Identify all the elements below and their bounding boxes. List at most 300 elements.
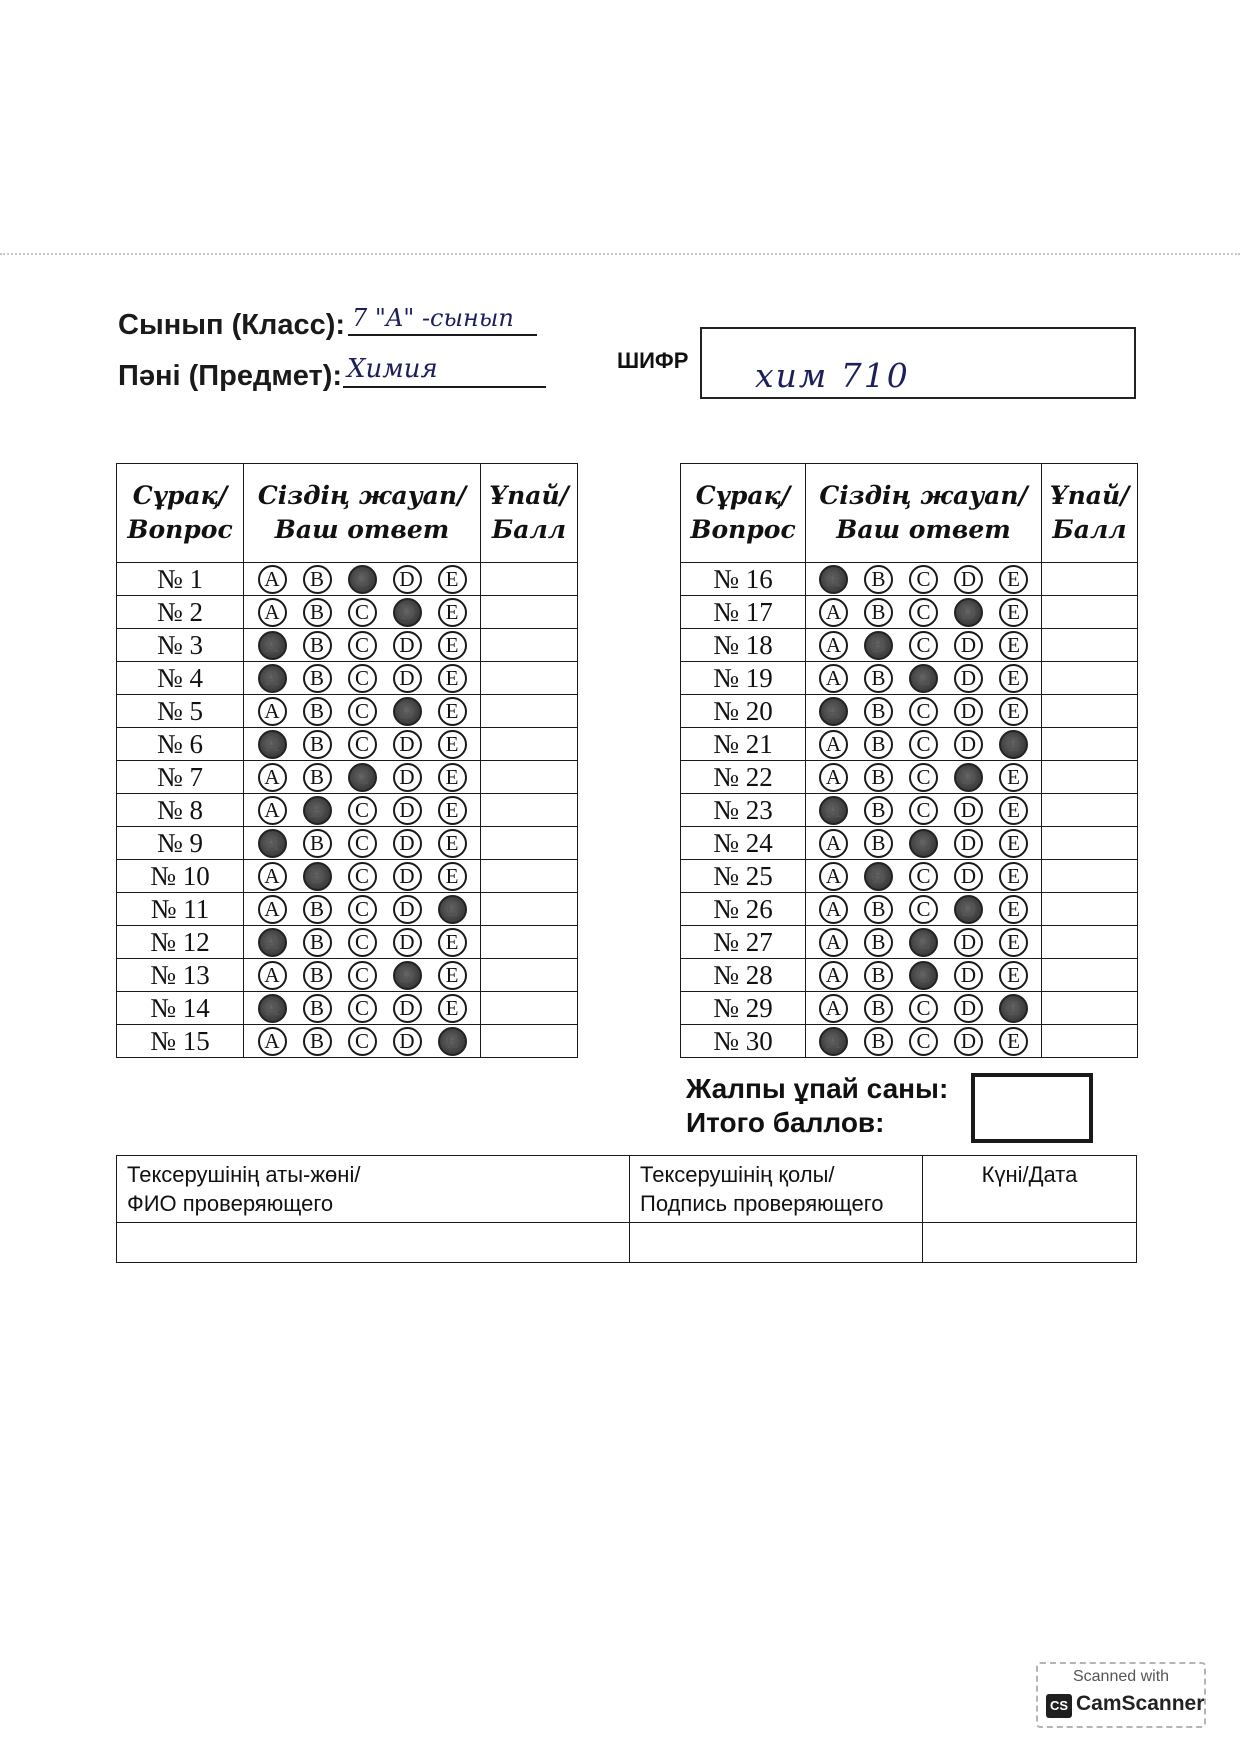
option-bubble-c[interactable]: C xyxy=(909,928,938,957)
answer-options xyxy=(244,695,481,728)
subject-label: Пәні (Предмет): xyxy=(118,360,343,392)
option-bubble-e[interactable]: E xyxy=(999,928,1028,957)
option-bubble-c[interactable]: C xyxy=(348,631,377,660)
answer-row xyxy=(681,662,1138,695)
option-bubble-e[interactable]: E xyxy=(999,895,1028,924)
answer-options xyxy=(806,695,1042,728)
checker-name-cell[interactable] xyxy=(117,1223,630,1263)
option-bubble-a[interactable]: A xyxy=(819,664,848,693)
option-bubble-e[interactable]: E xyxy=(438,598,467,627)
question-number: № 6 xyxy=(117,728,244,761)
option-bubble-d[interactable]: D xyxy=(954,928,983,957)
answer-row xyxy=(681,926,1138,959)
answer-options xyxy=(806,860,1042,893)
answer-options xyxy=(244,992,481,1025)
score-cell[interactable] xyxy=(481,563,578,596)
option-bubble-c[interactable]: C xyxy=(348,565,377,594)
score-cell[interactable] xyxy=(1042,728,1138,761)
score-cell[interactable] xyxy=(481,629,578,662)
option-bubble-a[interactable]: A xyxy=(258,829,287,858)
question-number: № 22 xyxy=(681,761,806,794)
score-cell[interactable] xyxy=(1042,563,1138,596)
option-bubble-a[interactable]: A xyxy=(819,829,848,858)
option-bubble-c[interactable]: C xyxy=(348,895,377,924)
option-bubble-e[interactable]: E xyxy=(438,1027,467,1056)
answer-row xyxy=(117,728,578,761)
score-cell[interactable] xyxy=(481,794,578,827)
option-bubble-c[interactable]: C xyxy=(909,994,938,1023)
option-bubble-d[interactable]: D xyxy=(393,697,422,726)
score-cell[interactable] xyxy=(1042,629,1138,662)
option-bubble-d[interactable]: D xyxy=(954,862,983,891)
option-bubble-e[interactable]: E xyxy=(438,895,467,924)
option-bubble-b[interactable]: B xyxy=(864,664,893,693)
option-bubble-a[interactable]: A xyxy=(258,796,287,825)
answer-row xyxy=(681,893,1138,926)
score-cell[interactable] xyxy=(1042,926,1138,959)
option-bubble-c[interactable]: C xyxy=(909,631,938,660)
option-bubble-a[interactable]: A xyxy=(819,796,848,825)
checker-input-row xyxy=(117,1223,1137,1263)
answer-options xyxy=(244,926,481,959)
col-answer-header: Сіздің жауап/ Ваш ответ xyxy=(806,464,1042,563)
option-bubble-c[interactable]: C xyxy=(909,796,938,825)
answer-row xyxy=(681,563,1138,596)
option-bubble-d[interactable]: D xyxy=(954,664,983,693)
option-bubble-e[interactable]: E xyxy=(999,994,1028,1023)
checker-signature-header: Тексерушінің қолы/ Подпись проверяющего xyxy=(630,1156,923,1223)
option-bubble-e[interactable]: E xyxy=(438,763,467,792)
option-bubble-e[interactable]: E xyxy=(438,565,467,594)
answer-row xyxy=(117,596,578,629)
answer-row xyxy=(117,695,578,728)
option-bubble-b[interactable]: B xyxy=(864,1027,893,1056)
camscanner-stamp xyxy=(1036,1662,1206,1728)
answer-row xyxy=(117,563,578,596)
option-bubble-d[interactable]: D xyxy=(954,631,983,660)
option-bubble-d[interactable]: D xyxy=(393,994,422,1023)
answer-options xyxy=(244,959,481,992)
checker-signature-cell[interactable] xyxy=(630,1223,923,1263)
answer-options xyxy=(806,596,1042,629)
answer-options xyxy=(806,926,1042,959)
option-bubble-b[interactable]: B xyxy=(303,961,332,990)
option-bubble-b[interactable]: B xyxy=(864,763,893,792)
option-bubble-b[interactable]: B xyxy=(864,565,893,594)
checker-table xyxy=(116,1155,1137,1263)
answer-table-header xyxy=(117,464,578,563)
answer-options xyxy=(244,563,481,596)
option-bubble-a[interactable]: A xyxy=(258,565,287,594)
col-question-header: Сұрақ/ Вопрос xyxy=(117,464,244,563)
question-number: № 4 xyxy=(117,662,244,695)
option-bubble-d[interactable]: D xyxy=(954,961,983,990)
question-number: № 26 xyxy=(681,893,806,926)
answer-options xyxy=(806,959,1042,992)
answer-options xyxy=(806,794,1042,827)
option-bubble-c[interactable]: C xyxy=(909,697,938,726)
score-cell[interactable] xyxy=(481,926,578,959)
option-bubble-c[interactable]: C xyxy=(348,1027,377,1056)
answer-options xyxy=(244,761,481,794)
answer-table-left xyxy=(116,463,578,1058)
score-cell[interactable] xyxy=(1042,1025,1138,1058)
option-bubble-c[interactable]: C xyxy=(348,961,377,990)
option-bubble-a[interactable]: A xyxy=(258,631,287,660)
stamp-line2: CamScanner xyxy=(1076,1692,1205,1715)
total-label-ru: Итого баллов: xyxy=(686,1107,885,1138)
answer-row xyxy=(681,860,1138,893)
option-bubble-a[interactable]: A xyxy=(258,961,287,990)
score-cell[interactable] xyxy=(481,827,578,860)
score-cell[interactable] xyxy=(1042,860,1138,893)
option-bubble-d[interactable]: D xyxy=(393,862,422,891)
question-number: № 25 xyxy=(681,860,806,893)
option-bubble-a[interactable]: A xyxy=(258,994,287,1023)
option-bubble-a[interactable]: A xyxy=(819,1027,848,1056)
option-bubble-b[interactable]: B xyxy=(303,829,332,858)
option-bubble-d[interactable]: D xyxy=(393,730,422,759)
option-bubble-e[interactable]: E xyxy=(999,664,1028,693)
option-bubble-a[interactable]: A xyxy=(819,994,848,1023)
question-number: № 12 xyxy=(117,926,244,959)
option-bubble-a[interactable]: A xyxy=(258,895,287,924)
option-bubble-a[interactable]: A xyxy=(819,697,848,726)
answer-row xyxy=(117,794,578,827)
class-value: 7 "A" -сынып xyxy=(352,304,514,332)
class-label: Сынып (Класс): xyxy=(118,309,346,341)
option-bubble-a[interactable]: A xyxy=(258,598,287,627)
score-cell[interactable] xyxy=(481,860,578,893)
option-bubble-c[interactable]: C xyxy=(909,730,938,759)
option-bubble-d[interactable]: D xyxy=(954,796,983,825)
option-bubble-b[interactable]: B xyxy=(864,961,893,990)
option-bubble-c[interactable]: C xyxy=(909,829,938,858)
answer-row xyxy=(681,959,1138,992)
question-number: № 29 xyxy=(681,992,806,1025)
option-bubble-b[interactable]: B xyxy=(303,697,332,726)
answer-row xyxy=(681,728,1138,761)
option-bubble-e[interactable]: E xyxy=(438,664,467,693)
option-bubble-c[interactable]: C xyxy=(909,598,938,627)
option-bubble-b[interactable]: B xyxy=(303,862,332,891)
answer-table-header xyxy=(681,464,1138,563)
stamp-line1: Scanned with xyxy=(1072,1668,1170,1685)
score-cell[interactable] xyxy=(481,761,578,794)
option-bubble-c[interactable]: C xyxy=(909,895,938,924)
option-bubble-a[interactable]: A xyxy=(819,895,848,924)
option-bubble-e[interactable]: E xyxy=(438,994,467,1023)
score-cell[interactable] xyxy=(1042,794,1138,827)
option-bubble-b[interactable]: B xyxy=(303,565,332,594)
option-bubble-c[interactable]: C xyxy=(348,994,377,1023)
option-bubble-c[interactable]: C xyxy=(348,730,377,759)
option-bubble-a[interactable]: A xyxy=(819,961,848,990)
option-bubble-a[interactable]: A xyxy=(258,862,287,891)
score-cell[interactable] xyxy=(1042,695,1138,728)
score-cell[interactable] xyxy=(481,959,578,992)
option-bubble-a[interactable]: A xyxy=(819,598,848,627)
option-bubble-b[interactable]: B xyxy=(864,928,893,957)
question-number: № 8 xyxy=(117,794,244,827)
answer-options xyxy=(806,629,1042,662)
option-bubble-d[interactable]: D xyxy=(393,565,422,594)
answer-options xyxy=(244,596,481,629)
answer-row xyxy=(117,992,578,1025)
option-bubble-d[interactable]: D xyxy=(393,598,422,627)
question-number: № 7 xyxy=(117,761,244,794)
score-cell[interactable] xyxy=(1042,596,1138,629)
option-bubble-e[interactable]: E xyxy=(999,961,1028,990)
option-bubble-e[interactable]: E xyxy=(438,796,467,825)
answer-options xyxy=(806,1025,1042,1058)
answer-options xyxy=(244,794,481,827)
option-bubble-d[interactable]: D xyxy=(393,829,422,858)
option-bubble-b[interactable]: B xyxy=(303,730,332,759)
question-number: № 28 xyxy=(681,959,806,992)
option-bubble-a[interactable]: A xyxy=(819,928,848,957)
answer-row xyxy=(681,761,1138,794)
answer-options xyxy=(244,728,481,761)
score-cell[interactable] xyxy=(481,662,578,695)
answer-options xyxy=(244,860,481,893)
score-cell[interactable] xyxy=(1042,959,1138,992)
question-number: № 9 xyxy=(117,827,244,860)
option-bubble-b[interactable]: B xyxy=(864,697,893,726)
option-bubble-e[interactable]: E xyxy=(999,796,1028,825)
score-cell[interactable] xyxy=(481,596,578,629)
score-cell[interactable] xyxy=(1042,761,1138,794)
option-bubble-d[interactable]: D xyxy=(393,631,422,660)
option-bubble-c[interactable]: C xyxy=(348,829,377,858)
option-bubble-b[interactable]: B xyxy=(864,829,893,858)
option-bubble-b[interactable]: B xyxy=(303,631,332,660)
answer-row xyxy=(681,827,1138,860)
option-bubble-d[interactable]: D xyxy=(393,928,422,957)
option-bubble-a[interactable]: A xyxy=(819,730,848,759)
class-field[interactable] xyxy=(348,300,537,336)
option-bubble-d[interactable]: D xyxy=(954,1027,983,1056)
question-number: № 18 xyxy=(681,629,806,662)
answer-options xyxy=(244,893,481,926)
option-bubble-b[interactable]: B xyxy=(864,631,893,660)
answer-options xyxy=(806,827,1042,860)
option-bubble-b[interactable]: B xyxy=(303,598,332,627)
score-cell[interactable] xyxy=(481,992,578,1025)
answer-options xyxy=(806,662,1042,695)
option-bubble-b[interactable]: B xyxy=(864,895,893,924)
subject-field[interactable] xyxy=(343,352,546,388)
option-bubble-e[interactable]: E xyxy=(999,862,1028,891)
option-bubble-c[interactable]: C xyxy=(348,697,377,726)
col-score-header: Ұпай/ Балл xyxy=(481,464,578,563)
subject-value: Химия xyxy=(347,354,438,384)
option-bubble-d[interactable]: D xyxy=(393,796,422,825)
camscanner-logo-icon: CS xyxy=(1046,1694,1072,1718)
option-bubble-e[interactable]: E xyxy=(999,565,1028,594)
answer-row xyxy=(681,794,1138,827)
answer-options xyxy=(806,992,1042,1025)
score-cell[interactable] xyxy=(481,893,578,926)
total-label-kk: Жалпы ұпай саны: xyxy=(686,1073,949,1104)
option-bubble-a[interactable]: A xyxy=(819,862,848,891)
option-bubble-a[interactable]: A xyxy=(258,697,287,726)
score-cell[interactable] xyxy=(1042,992,1138,1025)
answer-row xyxy=(117,629,578,662)
answer-options xyxy=(244,662,481,695)
option-bubble-a[interactable]: A xyxy=(819,763,848,792)
option-bubble-e[interactable]: E xyxy=(999,598,1028,627)
option-bubble-a[interactable]: A xyxy=(258,664,287,693)
option-bubble-b[interactable]: B xyxy=(864,730,893,759)
question-number: № 1 xyxy=(117,563,244,596)
option-bubble-a[interactable]: A xyxy=(258,730,287,759)
answer-row xyxy=(117,860,578,893)
score-cell[interactable] xyxy=(1042,827,1138,860)
col-score-header: Ұпай/ Балл xyxy=(1042,464,1138,563)
option-bubble-b[interactable]: B xyxy=(303,928,332,957)
option-bubble-e[interactable]: E xyxy=(438,961,467,990)
option-bubble-c[interactable]: C xyxy=(348,598,377,627)
answer-row xyxy=(117,662,578,695)
answer-row xyxy=(117,926,578,959)
answer-options xyxy=(806,728,1042,761)
answer-options xyxy=(806,893,1042,926)
option-bubble-d[interactable]: D xyxy=(954,730,983,759)
question-number: № 2 xyxy=(117,596,244,629)
question-number: № 11 xyxy=(117,893,244,926)
option-bubble-b[interactable]: B xyxy=(303,664,332,693)
option-bubble-e[interactable]: E xyxy=(438,829,467,858)
option-bubble-b[interactable]: B xyxy=(864,598,893,627)
option-bubble-c[interactable]: C xyxy=(909,862,938,891)
answer-row xyxy=(117,893,578,926)
question-number: № 16 xyxy=(681,563,806,596)
option-bubble-d[interactable]: D xyxy=(954,565,983,594)
question-number: № 15 xyxy=(117,1025,244,1058)
total-score-box[interactable] xyxy=(971,1073,1093,1143)
option-bubble-c[interactable]: C xyxy=(909,1027,938,1056)
option-bubble-a[interactable]: A xyxy=(258,928,287,957)
option-bubble-e[interactable]: E xyxy=(438,928,467,957)
option-bubble-e[interactable]: E xyxy=(999,697,1028,726)
answer-row xyxy=(681,695,1138,728)
option-bubble-d[interactable]: D xyxy=(393,895,422,924)
checker-date-cell[interactable] xyxy=(923,1223,1137,1263)
checker-header-row xyxy=(117,1156,1137,1223)
option-bubble-e[interactable]: E xyxy=(999,763,1028,792)
option-bubble-a[interactable]: A xyxy=(819,631,848,660)
option-bubble-b[interactable]: B xyxy=(303,763,332,792)
option-bubble-b[interactable]: B xyxy=(303,796,332,825)
answer-options xyxy=(806,563,1042,596)
score-cell[interactable] xyxy=(481,1025,578,1058)
col-question-header: Сұрақ/ Вопрос xyxy=(681,464,806,563)
option-bubble-b[interactable]: B xyxy=(864,796,893,825)
answer-row xyxy=(681,1025,1138,1058)
option-bubble-e[interactable]: E xyxy=(438,631,467,660)
answer-options xyxy=(244,827,481,860)
option-bubble-a[interactable]: A xyxy=(258,1027,287,1056)
option-bubble-c[interactable]: C xyxy=(348,664,377,693)
answer-row xyxy=(117,761,578,794)
option-bubble-e[interactable]: E xyxy=(999,631,1028,660)
option-bubble-d[interactable]: D xyxy=(954,763,983,792)
answer-row xyxy=(681,629,1138,662)
option-bubble-e[interactable]: E xyxy=(999,1027,1028,1056)
option-bubble-e[interactable]: E xyxy=(999,829,1028,858)
option-bubble-a[interactable]: A xyxy=(819,565,848,594)
option-bubble-d[interactable]: D xyxy=(954,994,983,1023)
answer-row xyxy=(117,827,578,860)
option-bubble-b[interactable]: B xyxy=(303,1027,332,1056)
question-number: № 17 xyxy=(681,596,806,629)
option-bubble-d[interactable]: D xyxy=(954,598,983,627)
checker-name-header: Тексерушінің аты-жөні/ ФИО проверяющего xyxy=(117,1156,630,1223)
option-bubble-d[interactable]: D xyxy=(393,763,422,792)
score-cell[interactable] xyxy=(481,728,578,761)
option-bubble-c[interactable]: C xyxy=(909,664,938,693)
answer-options xyxy=(244,629,481,662)
question-number: № 13 xyxy=(117,959,244,992)
checker-date-header: Күні/Дата xyxy=(923,1156,1137,1223)
option-bubble-c[interactable]: C xyxy=(909,763,938,792)
question-number: № 21 xyxy=(681,728,806,761)
option-bubble-c[interactable]: C xyxy=(909,961,938,990)
question-number: № 14 xyxy=(117,992,244,1025)
question-number: № 20 xyxy=(681,695,806,728)
answer-row xyxy=(681,596,1138,629)
cipher-value: хим 710 xyxy=(755,356,910,395)
option-bubble-c[interactable]: C xyxy=(909,565,938,594)
question-number: № 19 xyxy=(681,662,806,695)
option-bubble-c[interactable]: C xyxy=(348,928,377,957)
option-bubble-b[interactable]: B xyxy=(303,994,332,1023)
option-bubble-d[interactable]: D xyxy=(393,664,422,693)
question-number: № 5 xyxy=(117,695,244,728)
score-cell[interactable] xyxy=(1042,893,1138,926)
option-bubble-e[interactable]: E xyxy=(999,730,1028,759)
option-bubble-d[interactable]: D xyxy=(954,895,983,924)
option-bubble-d[interactable]: D xyxy=(393,1027,422,1056)
answer-row xyxy=(117,959,578,992)
option-bubble-d[interactable]: D xyxy=(954,829,983,858)
option-bubble-e[interactable]: E xyxy=(438,730,467,759)
score-cell[interactable] xyxy=(1042,662,1138,695)
scan-edge-line xyxy=(0,253,1240,255)
option-bubble-e[interactable]: E xyxy=(438,862,467,891)
option-bubble-a[interactable]: A xyxy=(258,763,287,792)
question-number: № 27 xyxy=(681,926,806,959)
option-bubble-d[interactable]: D xyxy=(954,697,983,726)
answer-row xyxy=(681,992,1138,1025)
question-number: № 23 xyxy=(681,794,806,827)
option-bubble-c[interactable]: C xyxy=(348,796,377,825)
question-number: № 24 xyxy=(681,827,806,860)
option-bubble-b[interactable]: B xyxy=(864,994,893,1023)
answer-options xyxy=(806,761,1042,794)
option-bubble-e[interactable]: E xyxy=(438,697,467,726)
option-bubble-d[interactable]: D xyxy=(393,961,422,990)
score-cell[interactable] xyxy=(481,695,578,728)
answer-options xyxy=(244,1025,481,1058)
option-bubble-c[interactable]: C xyxy=(348,763,377,792)
option-bubble-b[interactable]: B xyxy=(864,862,893,891)
answer-row xyxy=(117,1025,578,1058)
option-bubble-b[interactable]: B xyxy=(303,895,332,924)
question-number: № 30 xyxy=(681,1025,806,1058)
option-bubble-c[interactable]: C xyxy=(348,862,377,891)
